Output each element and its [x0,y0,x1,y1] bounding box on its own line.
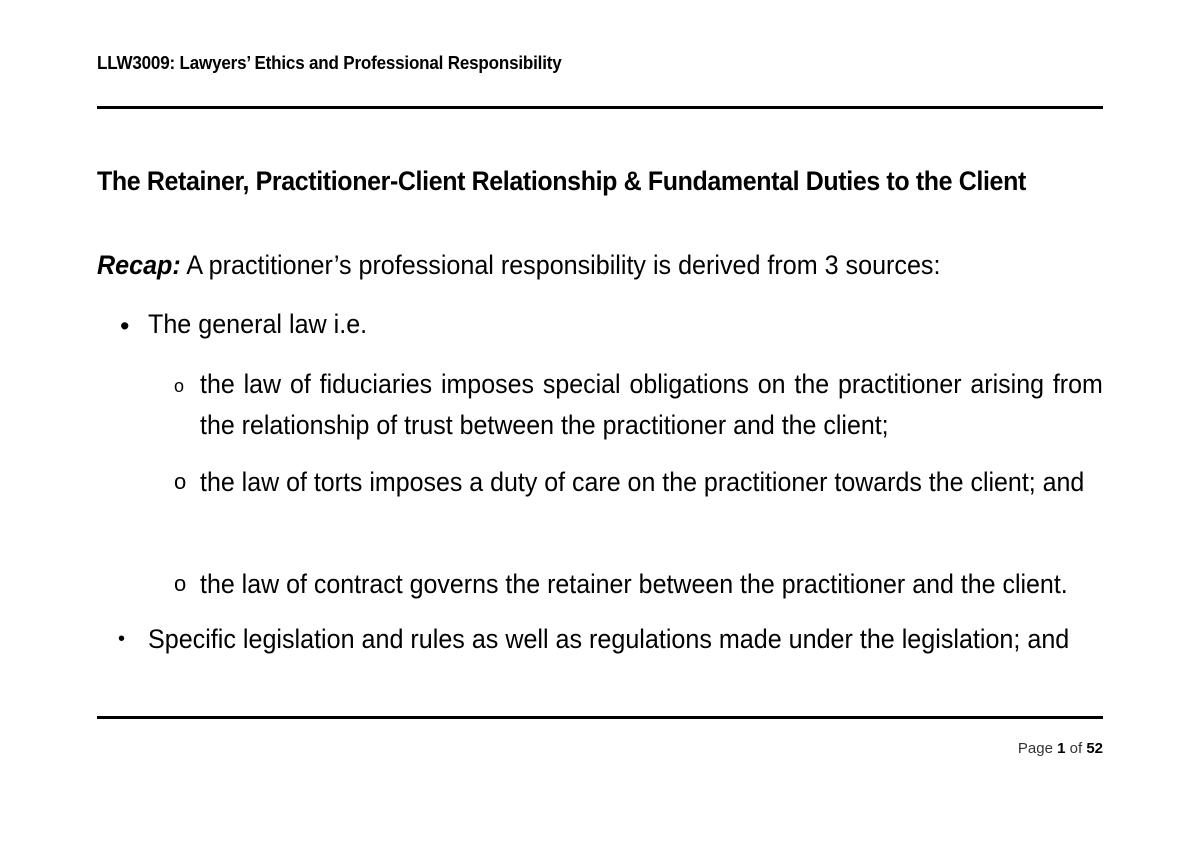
section-title: The Retainer, Practitioner-Client Relationship & Fundamental Duties to the Client [97,166,1026,196]
bullet-icon: • [120,311,130,341]
list-item: Specific legislation and rules as well as regulations made under the legislation; and [148,624,1070,654]
list-item: The general law i.e. [148,309,368,339]
sub-bullet-icon: o [174,469,187,494]
sub-list-item: the law of fiduciaries imposes special obligations on the practitioner arising from the relationship of trust between the practitioner and the client; [200,369,1103,440]
footer-divider [97,716,1103,719]
header-divider [97,106,1103,109]
recap-text: A practitioner’s professional responsibility is derived from 3 sources: [180,250,941,280]
page-header: LLW3009: Lawyers’ Ethics and Professional Responsibility [97,52,562,73]
page-word: Page [1017,740,1053,757]
recap-label: Recap [97,250,173,280]
sub-bullet-icon: o [174,571,187,596]
bullet-icon: • [118,628,126,650]
page-number [1018,740,1103,757]
recap-colon: : [172,250,181,280]
page-current: 1 [1057,740,1066,757]
of-word: of [1069,740,1083,757]
sub-bullet-icon: o [174,376,185,396]
page-total: 52 [1086,740,1103,757]
recap-paragraph [97,250,940,281]
sub-list-item: the law of torts imposes a duty of care on the practitioner towards the client; and [200,467,1085,497]
sub-list-item: the law of contract governs the retainer between the practitioner and the client. [200,569,1068,599]
